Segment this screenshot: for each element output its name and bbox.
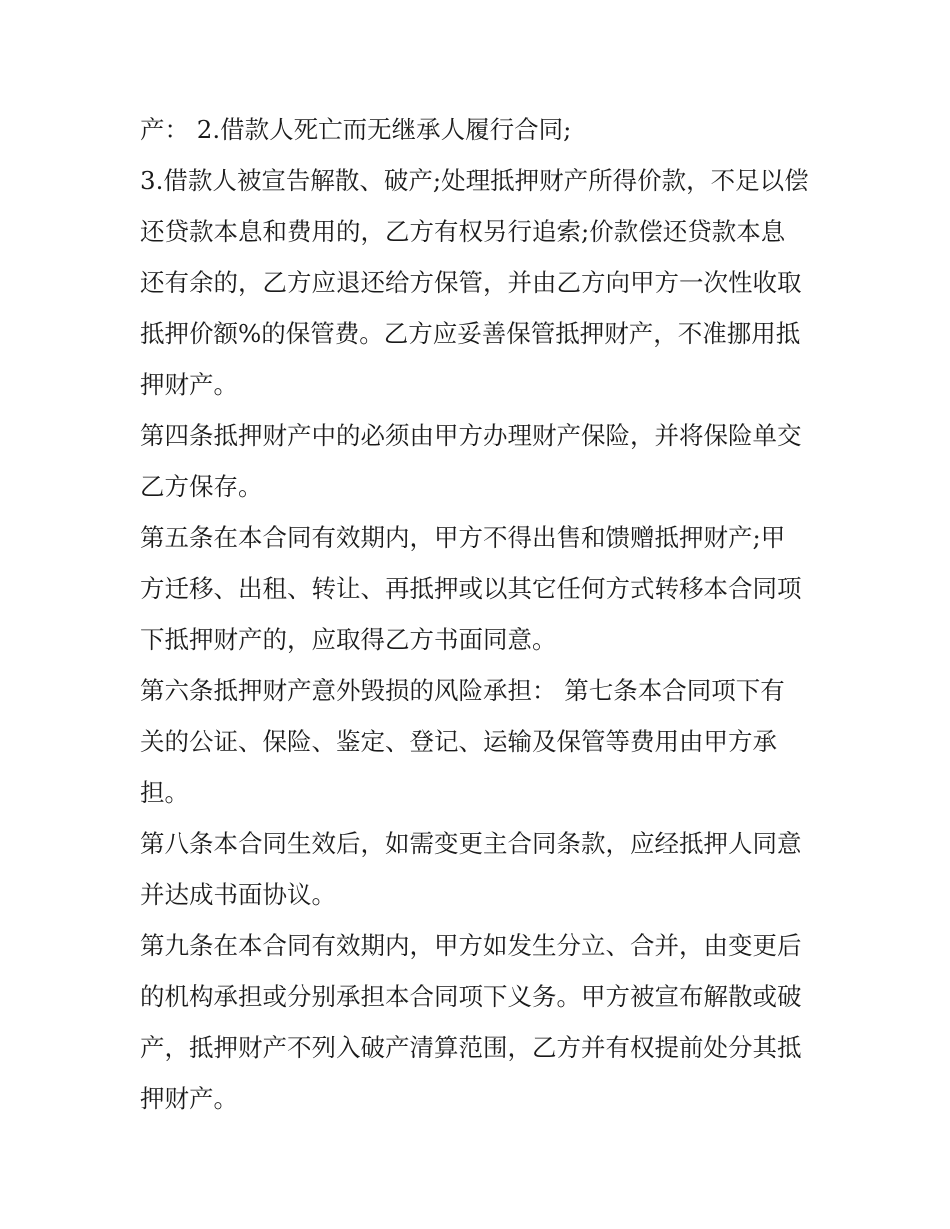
text-line: 还有余的，乙方应退还给方保管，并由乙方向甲方一次性收取 (140, 268, 802, 297)
text-line: 抵押价额%的保管费。乙方应妥善保管抵押财产，不准挪用抵 (140, 319, 801, 348)
text-line: 第六条抵押财产意外毁损的风险承担： 第七条本合同项下有 (140, 676, 785, 705)
text-line: 方迁移、出租、转让、再抵押或以其它任何方式转移本合同项 (140, 574, 802, 603)
text-line: 押财产。 (140, 1084, 238, 1113)
text-line: 的机构承担或分别承担本合同项下义务。甲方被宣布解散或破 (140, 982, 802, 1011)
paragraph-article-8 (140, 818, 820, 920)
text-line: 第九条在本合同有效期内，甲方如发生分立、合并，由变更后 (140, 931, 802, 960)
paragraph-article-9 (140, 920, 820, 1124)
paragraph-article-5 (140, 512, 820, 665)
paragraph-article-4 (140, 410, 820, 512)
paragraph-clause-continuation (140, 104, 820, 155)
text-line: 第五条在本合同有效期内，甲方不得出售和馈赠抵押财产;甲 (140, 523, 786, 552)
text-line: 产，抵押财产不列入破产清算范围，乙方并有权提前处分其抵 (140, 1033, 802, 1062)
document-body (140, 104, 820, 1124)
text-line: 3.借款人被宣告解散、破产;处理抵押财产所得价款，不足以偿 (140, 166, 809, 195)
text-line: 押财产。 (140, 370, 238, 399)
text-line: 关的公证、保险、鉴定、登记、运输及保管等费用由甲方承 (140, 727, 777, 756)
text-line: 第四条抵押财产中的必须由甲方办理财产保险，并将保险单交 (140, 421, 802, 450)
text-line: 产： 2.借款人死亡而无继承人履行合同; (140, 115, 572, 144)
text-line: 还贷款本息和费用的，乙方有权另行追索;价款偿还贷款本息 (140, 217, 786, 246)
text-line: 第八条本合同生效后，如需变更主合同条款，应经抵押人同意 (140, 829, 802, 858)
text-line: 并达成书面协议。 (140, 880, 336, 909)
paragraph-clause-3 (140, 155, 820, 410)
text-line: 下抵押财产的，应取得乙方书面同意。 (140, 625, 557, 654)
paragraph-article-6-7 (140, 665, 820, 818)
text-line: 担。 (140, 778, 189, 807)
text-line: 乙方保存。 (140, 472, 263, 501)
